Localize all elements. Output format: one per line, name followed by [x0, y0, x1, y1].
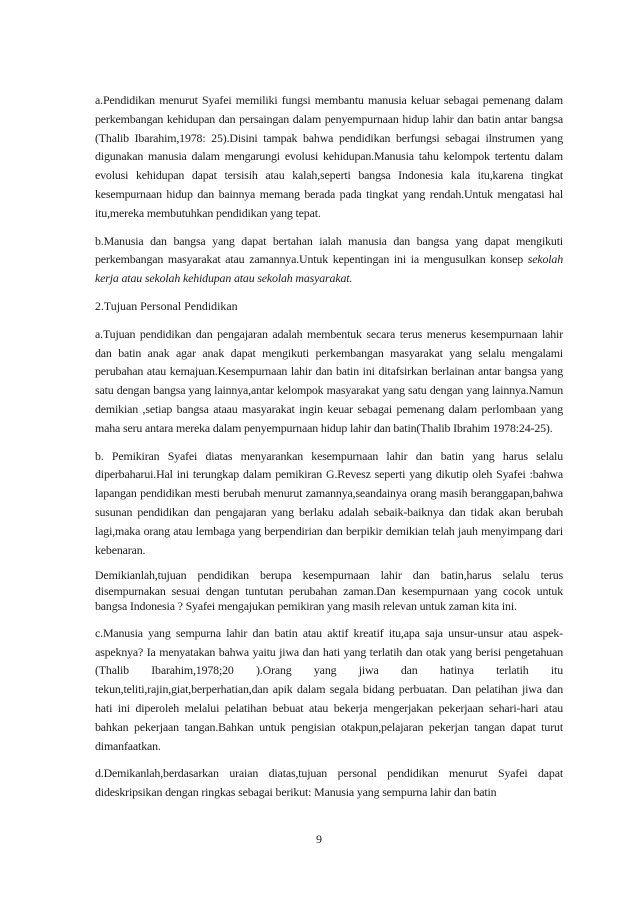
paragraph-c-manusia-sempurna: c.Manusia yang sempurna lahir dan batin atau aktif kreatif itu,apa saja unsur-unsur atau aspek-aspeknya? Ia menyatakan bahwa yaitu jiwa dan hati yang terlatih dan otak yang berisi pengetahuan (Thalib Ibarahim,1978;20 ).Orang yang jiwa dan hatinya terlatih itu tekun,teliti,rajin,giat,berperhatian,dan apik dalam segala bidang perbuatan. Dan pelatihan jiwa dan hati ini diperoleh melalui pelatihan bebuat atau bekerja mengerjakan pekerjaan sehari-hari atau bahkan pekerjaan tangan.Bahkan untuk pengisian otakpun,pelajaran pekerjan tangan dapat turut dimanfaatkan.: [95, 625, 563, 753]
paragraph-demikianlah: Demikianlah,tujuan pendidikan berupa kesempurnaan lahir dan batin,harus selalu terus disempurnakan sesuai dengan tuntutan perubahan zaman.Dan kesempurnaan yang cocok untuk bangsa Indonesia ? Syafei mengajukan pemikiran yang masih relevan untuk zaman kita ini.: [95, 568, 563, 614]
paragraph-b-italic-concept: sekolah kerja atau sekolah kehidupan atau sekolah masyarakat.: [95, 252, 563, 286]
paragraph-b-manusia-bangsa: [95, 232, 563, 288]
section-heading: 2.Tujuan Personal Pendidikan: [95, 298, 238, 313]
page-body: [95, 91, 563, 811]
paragraph-b-text: b.Manusia dan bangsa yang dapat bertahan ialah manusia dan bangsa yang dapat mengikuti perkembangan masyarakat atau zamannya.Untuk kepentingan ini ia mengusulkan konsep: [95, 233, 563, 267]
paragraph-d-demikanlah: d.Demikanlah,berdasarkan uraian diatas,tujuan personal pendidikan menurut Syafei dapat dideskripsikan dengan ringkas sebagai berikut: Manusia yang sempurna lahir dan batin: [95, 766, 563, 800]
paragraph-a-tujuan: a.Tujuan pendidikan dan pengajaran adalah membentuk secara terus menerus kesempurnaan lahir dan batin anak agar anak dapat mengikuti perkembangan masyarakat yang selalu mengalami perubahan atau kemajuan.Kesempurnaan lahir dan batin ini ditafsirkan berlainan antar bangsa yang satu dengan bangsa yang lainnya,antar kelompok masyarakat yang satu dengan yang lainnya.Namun demikian ,setiap bangsa ataau masyarakat ingin keuar sebagai pemenang dalam perlombaan yang maha seru antara mereka dalam penyempurnaan hidup lahir dan batin(Thalib Ibrahim 1978:24-25).: [95, 326, 563, 435]
page-number: 9: [316, 832, 322, 846]
paragraph-a-pendidikan-fungsi: a.Pendidikan menurut Syafei memiliki fungsi membantu manusia keluar sebagai pemenang dalam perkembangan kehidupan dan persaingan dalam penyempurnaan hidup lahir dan batin antar bangsa (Thalib Ibarahim,1978: 25).Disini tampak bahwa pendidikan berfungsi sebagai ilnstrumen yang digunakan manusia dalam mengarungi evolusi kehidupan.Manusia tahu kelompok tertentu dalam evolusi kehidupan dapat tersisih atau kalah,seperti bangsa Indonesia kala itu,karena tingkat kesempurnaan hidup dan bainnya memang berada pada tingkat yang rendah.Untuk mengatasi hal itu,mereka membutuhkan pendidikan yang tepat.: [95, 93, 563, 220]
paragraph-b-pemikiran: b. Pemikiran Syafei diatas menyarankan kesempurnaan lahir dan batin yang harus selalu diperbaharui.Hal ini terungkap dalam pemikiran G.Revesz seperti yang dikutip oleh Syafei :bahwa lapangan pendidikan mesti berubah menurut zamannya,seandainya orang masih beranggapan,bahwa susunan pendidikan dan pengajaran yang berlaku adalah sebaik-baiknya dan tidak akan berubah lagi,maka orang atau lembaga yang berpendirian dan berpikir demikian telah jauh menyimpang dari kebenaran.: [95, 448, 563, 557]
